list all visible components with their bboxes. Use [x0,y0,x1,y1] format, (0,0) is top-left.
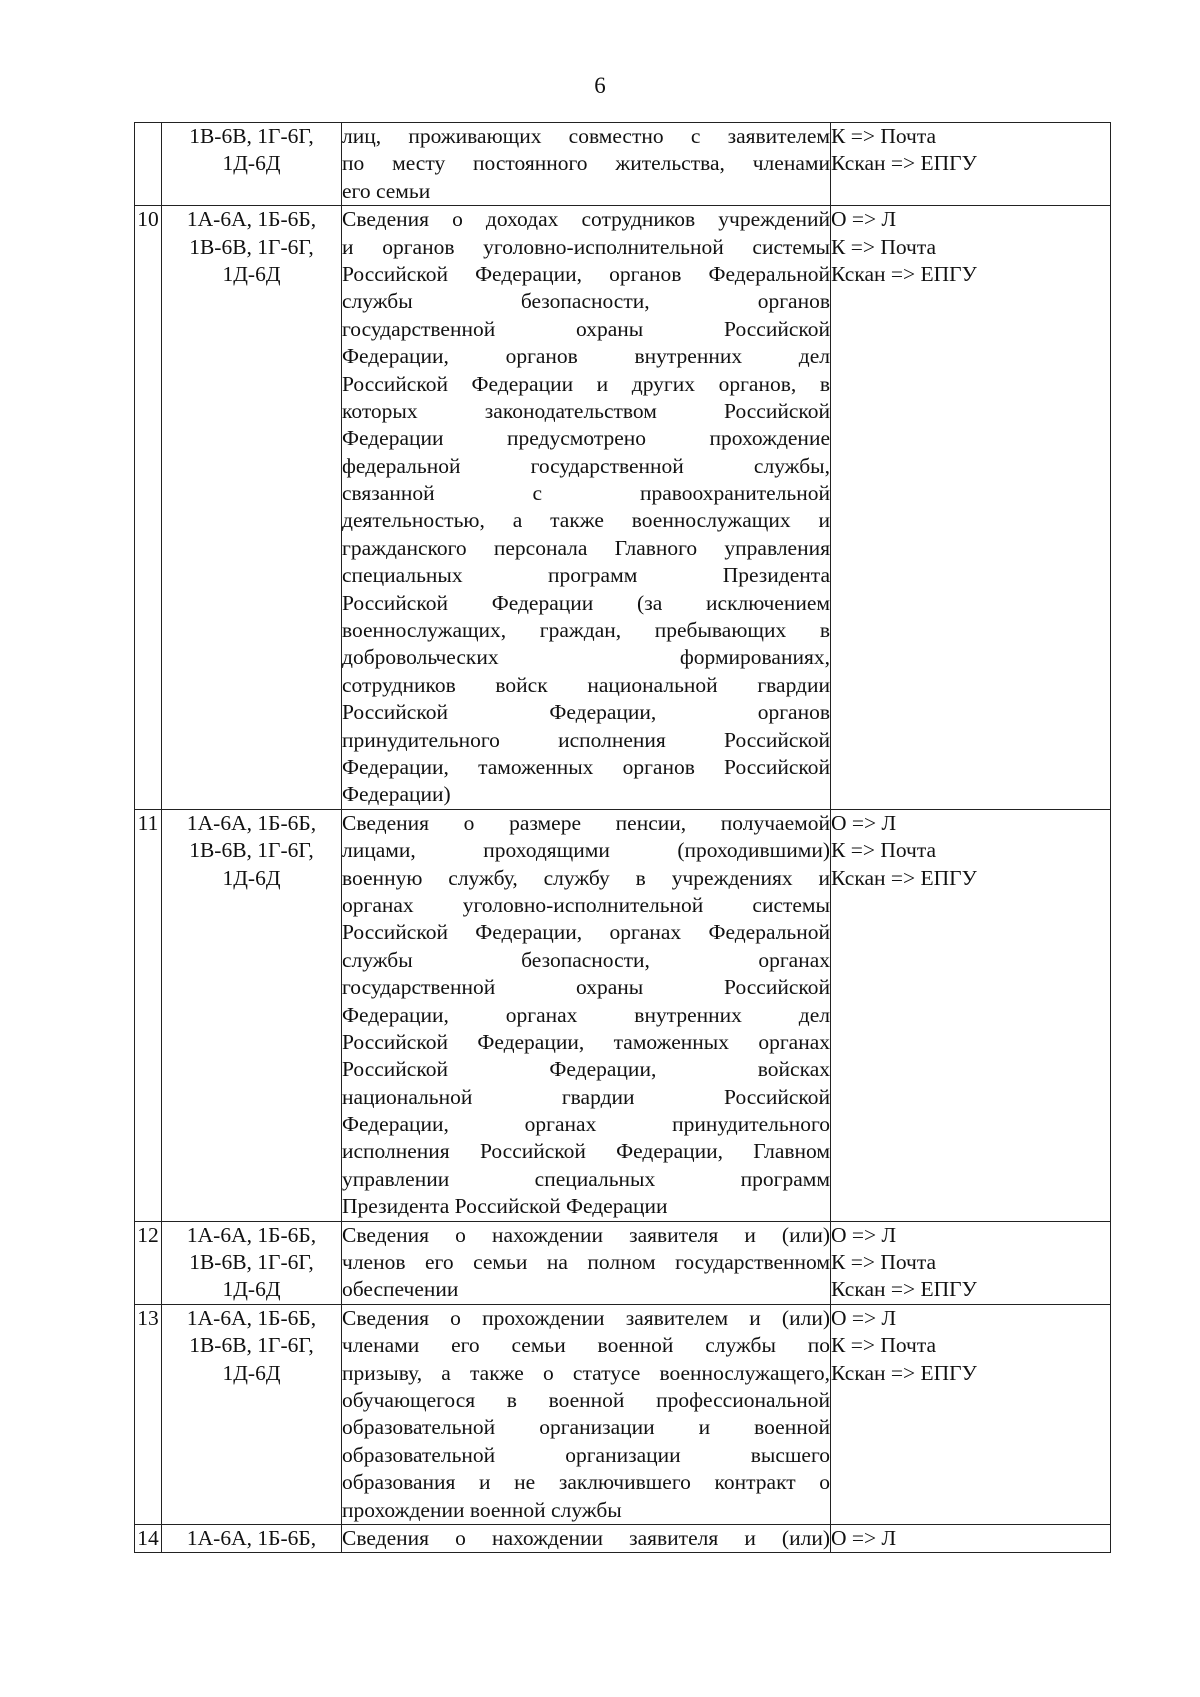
description-line: Сведения о доходах сотрудников учреждений [342,207,830,232]
method-line: Кскан => ЕПГУ [831,151,977,176]
category-line: 1В-6В, 1Г-6Г, [189,838,314,863]
category-line: 1В-6В, 1Г-6Г, [189,124,314,148]
applicant-categories [162,123,342,206]
description-line: Федерации, органах внутренних дел [342,1002,830,1027]
submission-methods [831,1221,1111,1304]
submission-methods [831,1524,1111,1552]
method-line: К => Почта [831,1250,937,1275]
row-number: 10 [135,206,162,810]
document-description [342,1221,831,1304]
description-line: Сведения о нахождении заявителя и (или) [342,1525,830,1550]
method-line: О => Л [831,810,897,835]
submission-methods [831,206,1111,810]
document-description [342,1524,831,1552]
applicant-categories [162,1524,342,1552]
description-line: национальной гвардии Российской [342,1084,830,1109]
description-line: федеральной государственной службы, [342,453,830,478]
applicant-categories [162,1221,342,1304]
row-number: 11 [135,809,162,1221]
description-line: Российской Федерации (за исключением [342,590,830,615]
description-line: которых законодательством Российской [342,398,830,423]
description-line: Федерации, органах принудительного [342,1112,830,1137]
table-row [135,1304,1111,1524]
category-line: 1Д-6Д [222,1277,281,1302]
description-line: гражданского персонала Главного управления [342,535,830,560]
submission-methods [831,809,1111,1221]
description-line: органах уголовно-исполнительной системы [342,892,830,917]
category-line: 1В-6В, 1Г-6Г, [189,1333,314,1358]
table-row [135,809,1111,1221]
description-line: государственной охраны Российской [342,975,830,1000]
description-line: по месту постоянного жительства, членами [342,151,830,176]
description-line: образования и не заключившего контракт о [342,1470,830,1495]
description-line: военную службу, службу в учреждениях и [342,865,830,890]
description-line: Сведения о прохождении заявителем и (или) [342,1305,830,1330]
description-line: военнослужащих, граждан, пребывающих в [342,618,830,643]
description-line: членами его семьи военной службы по [342,1333,830,1358]
method-line: Кскан => ЕПГУ [831,865,977,890]
description-line: Президента Российской Федерации [342,1194,668,1219]
description-line: Российской Федерации, органов Федеральной [342,261,830,286]
row-number: 13 [135,1304,162,1524]
category-line: 1Д-6Д [222,261,281,286]
description-line: его семьи [342,178,431,203]
document-description [342,206,831,810]
category-line: 1В-6В, 1Г-6Г, [189,1250,314,1275]
description-line: образовательной организации и военной [342,1415,830,1440]
description-line: Федерации предусмотрено прохождение [342,426,830,451]
description-line: Федерации, органов внутренних дел [342,344,830,369]
description-line: и органов уголовно-исполнительной системы [342,234,830,259]
method-line: Кскан => ЕПГУ [831,1360,977,1385]
table-row [135,1221,1111,1304]
category-line: 1А-6А, 1Б-6Б, [186,1222,317,1247]
method-line: К => Почта [831,124,937,148]
document-description [342,123,831,206]
category-line: 1А-6А, 1Б-6Б, [186,1525,317,1550]
description-line: Российской Федерации, органах Федеральной [342,920,830,945]
description-line: членов его семьи на полном государственном [342,1250,830,1275]
method-line: Кскан => ЕПГУ [831,1277,977,1302]
description-line: связанной с правоохранительной [342,481,830,506]
method-line: О => Л [831,1305,897,1330]
category-line: 1Д-6Д [222,865,281,890]
document-description [342,1304,831,1524]
description-line: исполнения Российской Федерации, Главном [342,1139,830,1164]
description-line: Федерации, таможенных органов Российской [342,754,830,779]
description-line: Сведения о нахождении заявителя и (или) [342,1222,830,1247]
category-line: 1А-6А, 1Б-6Б, [186,207,317,232]
description-line: призыву, а также о статусе военнослужащего, [342,1360,830,1385]
method-line: К => Почта [831,838,937,863]
description-line: лицами, проходящими (проходившими) [342,838,830,863]
description-line: прохождении военной службы [342,1497,622,1522]
applicant-categories [162,1304,342,1524]
row-number: 14 [135,1524,162,1552]
submission-methods [831,123,1111,206]
description-line: Российской Федерации, войсках [342,1057,830,1082]
method-line: К => Почта [831,1333,937,1358]
category-line: 1А-6А, 1Б-6Б, [186,810,317,835]
method-line: О => Л [831,207,897,232]
row-number: 12 [135,1221,162,1304]
description-line: управлении специальных программ [342,1166,830,1191]
table-row [135,206,1111,810]
description-line: службы безопасности, органах [342,947,830,972]
description-line: Российской Федерации, органов [342,700,830,725]
category-line: 1Д-6Д [222,151,281,176]
applicant-categories [162,809,342,1221]
submission-methods [831,1304,1111,1524]
description-line: обучающегося в военной профессиональной [342,1388,830,1413]
category-line: 1А-6А, 1Б-6Б, [186,1305,317,1330]
description-line: специальных программ Президента [342,563,830,588]
applicant-categories [162,206,342,810]
services-table [134,122,1111,1553]
table-row [135,1524,1111,1552]
description-line: образовательной организации высшего [342,1442,830,1467]
description-line: Российской Федерации и других органов, в [342,371,830,396]
description-line: деятельностью, а также военнослужащих и [342,508,830,533]
table-row [135,123,1111,206]
description-line: принудительного исполнения Российской [342,727,830,752]
description-line: Сведения о размере пенсии, получаемой [342,810,830,835]
description-line: обеспечении [342,1277,459,1302]
description-line: Федерации) [342,782,451,807]
description-line: государственной охраны Российской [342,316,830,341]
category-line: 1Д-6Д [222,1360,281,1385]
document-description [342,809,831,1221]
method-line: Кскан => ЕПГУ [831,261,977,286]
description-line: службы безопасности, органов [342,289,830,314]
category-line: 1В-6В, 1Г-6Г, [189,234,314,259]
description-line: лиц, проживающих совместно с заявителем [342,124,830,148]
page-number: 6 [594,73,606,98]
description-line: Российской Федерации, таможенных органах [342,1029,830,1054]
method-line: О => Л [831,1222,897,1247]
row-number [135,123,162,206]
description-line: сотрудников войск национальной гвардии [342,672,830,697]
method-line: О => Л [831,1525,897,1550]
description-line: добровольческих формированиях, [342,645,830,670]
method-line: К => Почта [831,234,937,259]
